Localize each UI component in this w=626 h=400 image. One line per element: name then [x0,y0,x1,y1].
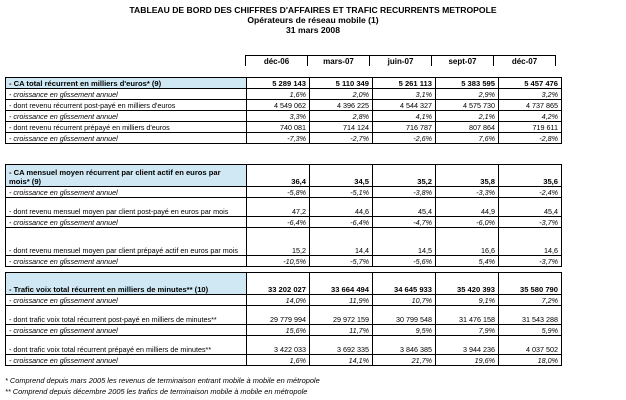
table-row [6,187,562,198]
cell: -2,4% [499,187,562,198]
row-label: - croissance en glissement annuel [6,325,247,336]
cell: 44,6 [310,198,373,217]
cell: 15,2 [247,228,310,256]
col-header: déc-06 [245,55,308,66]
cell: 35 420 393 [436,273,499,295]
cell: 4,1% [373,111,436,122]
cell: 5 289 143 [247,78,310,89]
table-row [6,306,562,325]
cell: 3,1% [373,89,436,100]
cell: 18,0% [499,355,562,366]
cell: 14,0% [247,295,310,306]
cell: 30 799 548 [373,306,436,325]
cell: -3,8% [373,187,436,198]
row-label: - croissance en glissement annuel [6,355,247,366]
table-row [6,89,562,100]
cell: 33 202 027 [247,273,310,295]
cell: 31 543 288 [499,306,562,325]
table-row [6,100,562,111]
cell: -3,7% [499,256,562,267]
row-label: - croissance en glissement annuel [6,111,247,122]
cell: 14,1% [310,355,373,366]
cell: 29 779 994 [247,306,310,325]
cell: 31 476 158 [436,306,499,325]
table-row [6,273,562,295]
table-row [6,228,562,256]
row-label: - dont revenu mensuel moyen par client post-payé en euros par mois [6,198,247,217]
cell: 2,9% [436,89,499,100]
cell: -2,6% [373,133,436,144]
cell: 35,6 [499,165,562,187]
table-row [6,165,562,187]
cell: -2,8% [499,133,562,144]
row-label: - croissance en glissement annuel [6,89,247,100]
cell: 807 864 [436,122,499,133]
cell: -6,4% [247,217,310,228]
table-row [6,111,562,122]
table-row [6,122,562,133]
cell: 5 457 476 [499,78,562,89]
cell: 35,2 [373,165,436,187]
row-label: - dont trafic voix total récurrent post-payé en milliers de minutes** [6,306,247,325]
cell: 3 944 236 [436,336,499,355]
row-label: - CA total récurrent en milliers d'euros* (9) [6,78,247,89]
cell: 29 972 159 [310,306,373,325]
cell: 4 737 865 [499,100,562,111]
cell: -6,4% [310,217,373,228]
cell: 9,5% [373,325,436,336]
cell: -5,1% [310,187,373,198]
cell: 16,6 [436,228,499,256]
cell: -2,7% [310,133,373,144]
cell: -6,0% [436,217,499,228]
report-date: 31 mars 2008 [286,25,340,35]
table-row [6,78,562,89]
col-header: sept-07 [431,55,494,66]
cell: -5,8% [247,187,310,198]
row-label: - dont revenu récurrent prépayé en milliers d'euros [6,122,247,133]
cell: 5 383 595 [436,78,499,89]
cell: 3,3% [247,111,310,122]
cell: 44,9 [436,198,499,217]
footnote-2: ** Comprend depuis décembre 2005 les trafics de terminaison mobile à mobile en métropole [5,387,308,396]
cell: 33 664 494 [310,273,373,295]
cell: 3,2% [499,89,562,100]
row-label: - croissance en glissement annuel [6,187,247,198]
cell: 2,1% [436,111,499,122]
report-subtitle: Opérateurs de réseau mobile (1) [247,15,379,25]
table-row [6,325,562,336]
cell: 11,9% [310,295,373,306]
table-row [6,355,562,366]
row-label: - CA mensuel moyen récurrent par client actif en euros par mois* (9) [6,165,247,187]
cell: 4 544 327 [373,100,436,111]
cell: 15,6% [247,325,310,336]
row-label: - croissance en glissement annuel [6,295,247,306]
row-label: - croissance en glissement annuel [6,256,247,267]
cell: 21,7% [373,355,436,366]
cell: 716 787 [373,122,436,133]
cell: 4,2% [499,111,562,122]
cell: 3 692 335 [310,336,373,355]
table-row [6,217,562,228]
row-label: - croissance en glissement annuel [6,133,247,144]
cell: 47,2 [247,198,310,217]
cell: 3 422 033 [247,336,310,355]
cell: 719 611 [499,122,562,133]
cell: -3,3% [436,187,499,198]
cell: -7,3% [247,133,310,144]
cell: 714 124 [310,122,373,133]
cell: 5,9% [499,325,562,336]
report-title: TABLEAU DE BORD DES CHIFFRES D'AFFAIRES ET TRAFIC RECURRENTS METROPOLE [129,5,497,15]
cell: 1,6% [247,355,310,366]
cell: 14,5 [373,228,436,256]
cell: -5,6% [373,256,436,267]
cell: 19,6% [436,355,499,366]
row-label: - dont revenu récurrent post-payé en milliers d'euros [6,100,247,111]
row-label: - dont revenu mensuel moyen par client prépayé actif en euros par mois [6,228,247,256]
cell: 4 037 502 [499,336,562,355]
cell: 5 110 349 [310,78,373,89]
cell: 5,4% [436,256,499,267]
cell: 4 549 062 [247,100,310,111]
cell: 36,4 [247,165,310,187]
row-label: - croissance en glissement annuel [6,217,247,228]
cell: 7,6% [436,133,499,144]
cell: 7,2% [499,295,562,306]
cell: 5 261 113 [373,78,436,89]
col-header: juin-07 [369,55,432,66]
cell: 2,0% [310,89,373,100]
table-row [6,336,562,355]
block-ca-total [5,77,562,144]
cell: 34,5 [310,165,373,187]
cell: 45,4 [373,198,436,217]
cell: 4 575 730 [436,100,499,111]
row-label: - dont trafic voix total récurrent prépayé en milliers de minutes** [6,336,247,355]
cell: -5,7% [310,256,373,267]
cell: 45,4 [499,198,562,217]
cell: 4 396 225 [310,100,373,111]
row-label: - Trafic voix total récurrent en milliers de minutes** (10) [6,273,247,295]
cell: 740 081 [247,122,310,133]
block-ca-mensuel [5,164,562,267]
table-row [6,256,562,267]
col-header: déc-07 [493,55,556,66]
cell: 10,7% [373,295,436,306]
footnote-1: * Comprend depuis mars 2005 les revenus de terminaison entrant mobile à mobile en métropole [5,376,320,385]
cell: 35 580 790 [499,273,562,295]
cell: 35,8 [436,165,499,187]
cell: 14,6 [499,228,562,256]
table-row [6,198,562,217]
table-row [6,295,562,306]
block-trafic-voix [5,272,562,366]
cell: 11,7% [310,325,373,336]
cell: -3,7% [499,217,562,228]
cell: 14,4 [310,228,373,256]
cell: 1,6% [247,89,310,100]
cell: 3 846 385 [373,336,436,355]
cell: -10,5% [247,256,310,267]
cell: 9,1% [436,295,499,306]
cell: 7,9% [436,325,499,336]
col-header: mars-07 [307,55,370,66]
table-row [6,133,562,144]
cell: 34 645 933 [373,273,436,295]
cell: 2,8% [310,111,373,122]
cell: -4,7% [373,217,436,228]
